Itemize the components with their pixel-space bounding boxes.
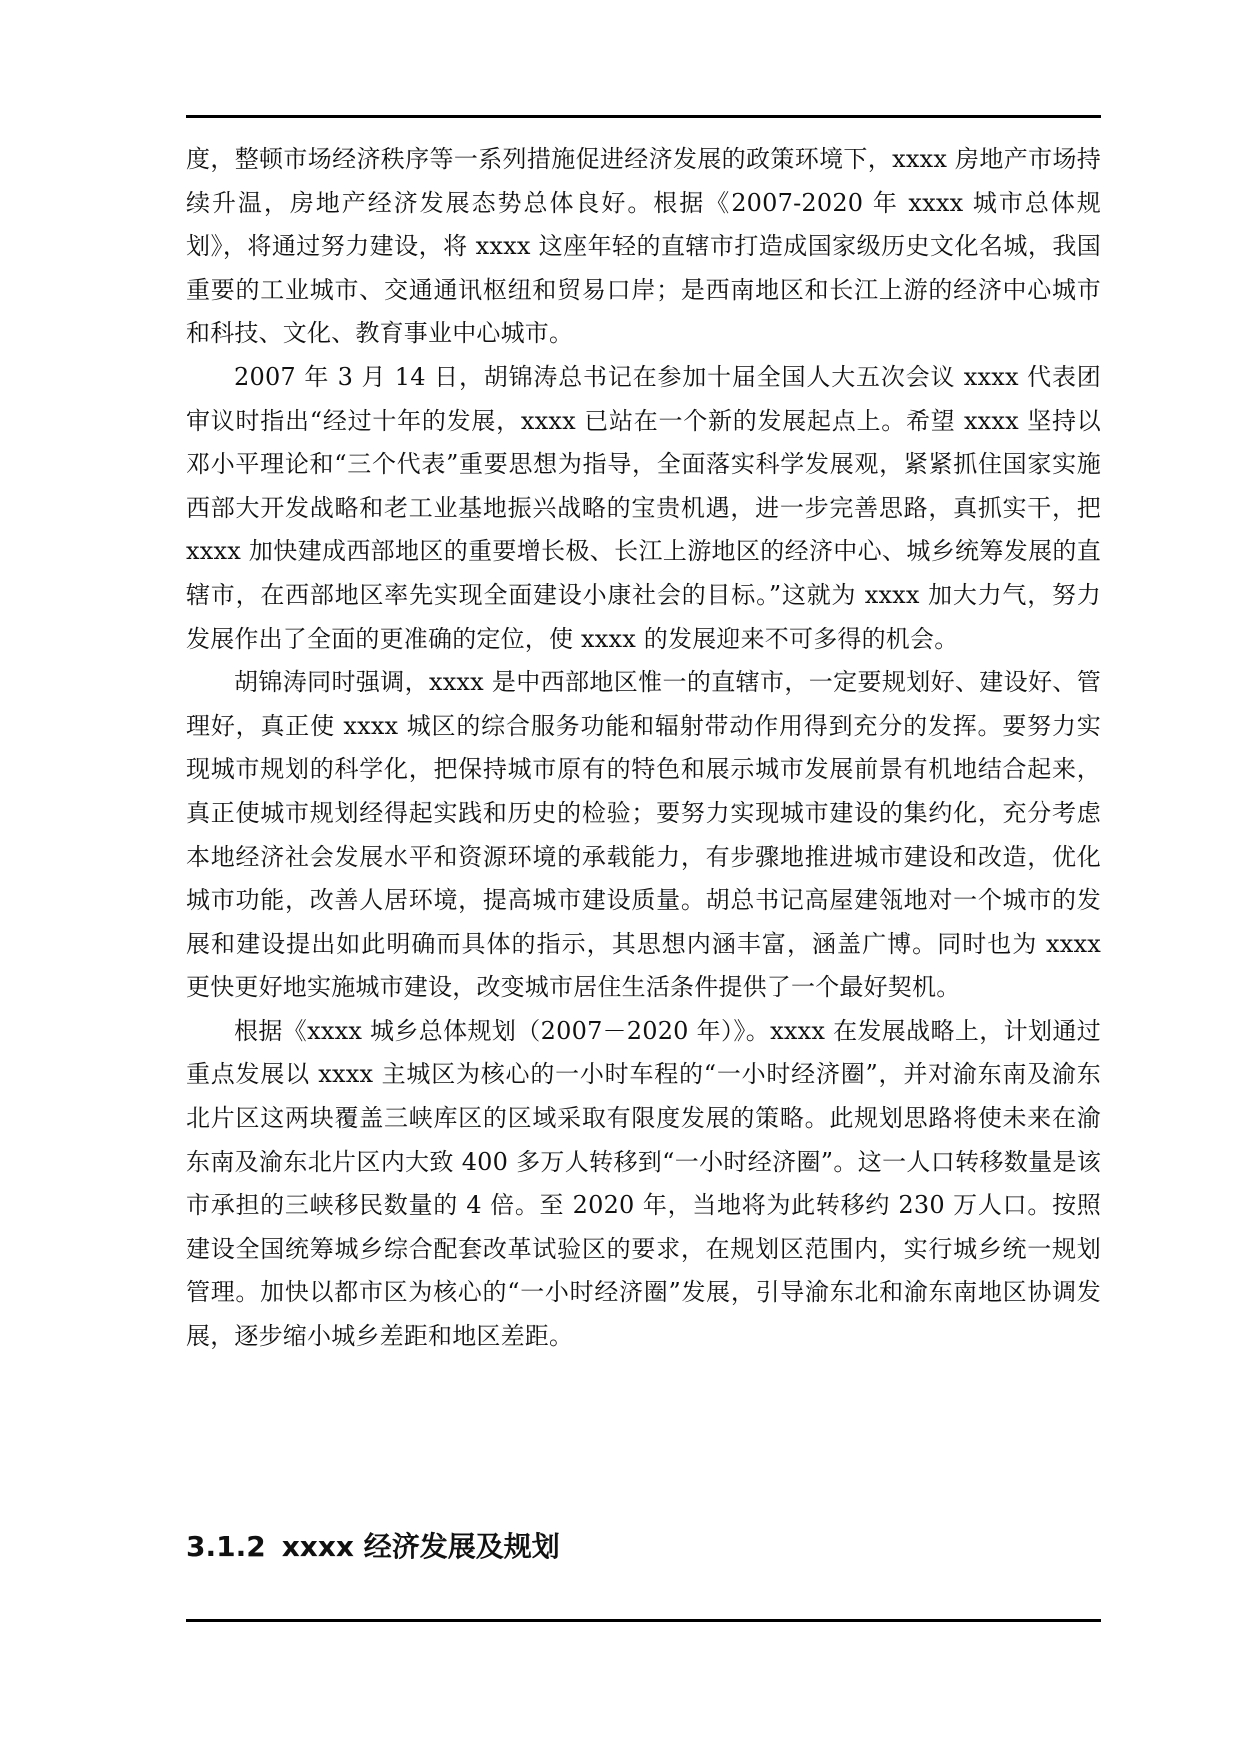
section-heading (186, 1527, 560, 1567)
paragraph-continuation: 度，整顿市场经济秩序等一系列措施促进经济发展的政策环境下，xxxx 房地产市场持续升温，房地产经济发展态势总体良好。根据《2007-2020 年 xxxx 城市总体规划》，将通过努力建设，将 xxxx 这座年轻的直辖市打造成国家级历史文化名城，我国重要的工业城市、交通通讯枢纽和贸易口岸；是西南地区和长江上游的经济中心城市和科技、文化、教育事业中心城市。 (186, 145, 1101, 348)
header-rule (186, 115, 1101, 118)
footer-rule (186, 1619, 1101, 1622)
paragraph: 胡锦涛同时强调，xxxx 是中西部地区惟一的直辖市，一定要规划好、建设好、管理好，真正使 xxxx 城区的综合服务功能和辐射带动作用得到充分的发挥。要努力实现城市规划的科学化，把保持城市原有的特色和展示城市发展前景有机地结合起来，真正使城市规划经得起实践和历史的检验；要努力实现城市建设的集约化，充分考虑本地经济社会发展水平和资源环境的承载能力，有步骤地推进城市建设和改造，优化城市功能，改善人居环境，提高城市建设质量。胡总书记高屋建瓴地对一个城市的发展和建设提出如此明确而具体的指示，其思想内涵丰富，涵盖广博。同时也为 xxxx 更快更好地实施城市建设，改变城市居住生活条件提供了一个最好契机。 (186, 668, 1101, 1002)
paragraph: 2007 年 3 月 14 日，胡锦涛总书记在参加十届全国人大五次会议 xxxx 代表团审议时指出“经过十年的发展，xxxx 已站在一个新的发展起点上。希望 xxxx 坚持以邓小平理论和“三个代表”重要思想为指导，全面落实科学发展观，紧紧抓住国家实施西部大开发战略和老工业基地振兴战略的宝贵机遇，进一步完善思路，真抓实干，把 xxxx 加快建成西部地区的重要增长极、长江上游地区的经济中心、城乡统筹发展的直辖市，在西部地区率先实现全面建设小康社会的目标。”这就为 xxxx 加大力气，努力发展作出了全面的更准确的定位，使 xxxx 的发展迎来不可多得的机会。 (186, 362, 1101, 653)
document-body (186, 138, 1101, 1359)
section-title: xxxx 经济发展及规划 (281, 1530, 560, 1563)
section-number: 3.1.2 (186, 1530, 266, 1563)
paragraph: 根据《xxxx 城乡总体规划（2007－2020 年）》。xxxx 在发展战略上，计划通过重点发展以 xxxx 主城区为核心的一小时车程的“一小时经济圈”，并对渝东南及渝东北片区这两块覆盖三峡库区的区域采取有限度发展的策略。此规划思路将使未来在渝东南及渝东北片区内大致 400 多万人转移到“一小时经济圈”。这一人口转移数量是该市承担的三峡移民数量的 4 倍。至 2020 年，当地将为此转移约 230 万人口。按照建设全国统筹城乡综合配套改革试验区的要求，在规划区范围内，实行城乡统一规划管理。加快以都市区为核心的“一小时经济圈”发展，引导渝东北和渝东南地区协调发展，逐步缩小城乡差距和地区差距。 (186, 1016, 1101, 1351)
